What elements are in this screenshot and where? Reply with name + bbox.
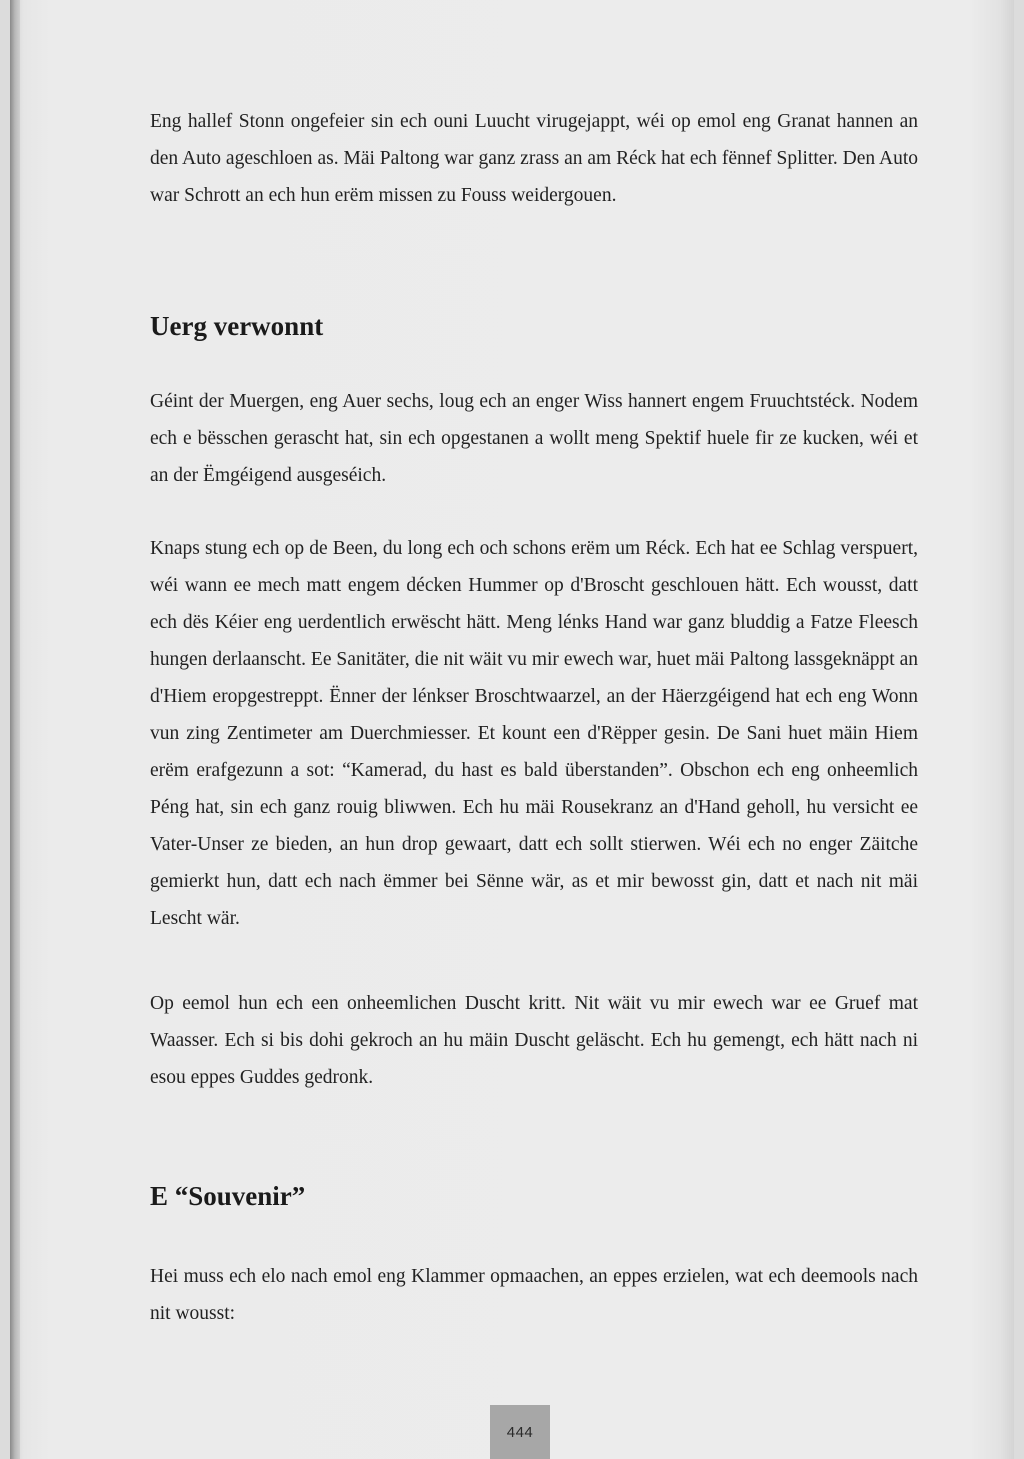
paragraph-block: [150, 103, 918, 214]
book-binding-edge: [10, 0, 20, 1459]
paragraph-block: [150, 1258, 918, 1332]
section-heading-block: [150, 1178, 918, 1214]
paragraph-wounded-2: Knaps stung ech op de Been, du long ech och schons erëm um Réck. Ech hat ee Schlag verspuert, wéi wann ee mech matt engem décken Hummer op d'Broscht geschlouen hätt. Ech wousst, datt ech dës Kéier eng uerdentlich erwëscht hätt. Meng lénks Hand war ganz bluddig a Fatze Fleesch hungen derlaanscht. Ee Sanitäter, die nit wäit vu mir ewech war, huet mäi Paltong lassgeknäppt an d'Hiem eropgestreppt. Ënner der lénkser Broschtwaarzel, an der Häerzgéigend hat ech eng Wonn vun zing Zentimeter am Duerchmiesser. Et kount een d'Rëpper gesin. De Sani huet mäin Hiem erëm erafgezunn a sot: “Kamerad, du hast es bald überstanden”. Obschon ech eng onheemlich Péng hat, sin ech ganz rouig bliwwen. Ech hu mäi Rousekranz an d'Hand geholl, hu versicht ee Vater-Unser ze bieden, an hun drop gewaart, datt ech sollt stierwen. Wéi ech no enger Zäitche gemierkt hun, datt ech nach ëmmer bei Sënne wär, as et mir bewosst gin, datt et nach nit mäi Lescht wär.: [150, 538, 918, 929]
page-number: 444: [490, 1405, 550, 1459]
section-heading-souvenir: E “Souvenir”: [150, 1181, 306, 1211]
book-page: [10, 0, 1014, 1459]
paragraph-souvenir-1: Hei muss ech elo nach emol eng Klammer opmaachen, an eppes erzielen, wat ech deemools nach nit wousst:: [150, 1266, 918, 1324]
paragraph-wounded-1: Géint der Muergen, eng Auer sechs, loug ech an enger Wiss hannert engem Fruuchtstéck. Nodem ech e bësschen gerascht hat, sin ech opgestanen a wollt meng Spektif huele fir ze kucken, wéi et an der Ëmgéigend ausgeséich.: [150, 391, 918, 486]
section-heading-block: [150, 308, 918, 344]
section-heading-wounded: Uerg verwonnt: [150, 311, 324, 341]
paragraph-block: [150, 383, 918, 494]
paragraph-block: [150, 985, 918, 1096]
paragraph-wounded-3: Op eemol hun ech een onheemlichen Duscht kritt. Nit wäit vu mir ewech war ee Gruef mat Waasser. Ech si bis dohi gekroch an hu mäin Duscht geläscht. Ech hu gemengt, ech hätt nach ni esou eppes Guddes gedronk.: [150, 993, 918, 1088]
paragraph-block: [150, 530, 918, 937]
paragraph-intro: Eng hallef Stonn ongefeier sin ech ouni Luucht virugejappt, wéi op emol eng Granat hannen an den Auto ageschloen as. Mäi Paltong war ganz zrass an am Réck hat ech fënnef Splitter. Den Auto war Schrott an ech hun erëm missen zu Fouss weidergouen.: [150, 111, 918, 206]
